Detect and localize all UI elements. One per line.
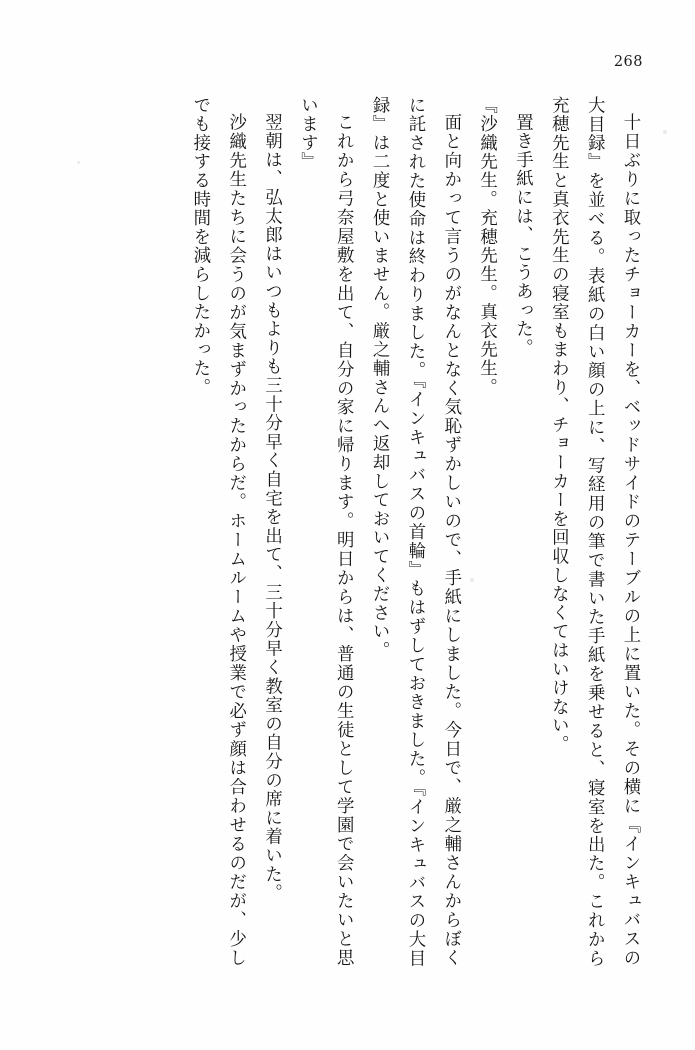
paper-speckle: [77, 161, 80, 164]
paper-speckle: [470, 578, 474, 582]
page-body-text: [58, 96, 647, 968]
paragraph: これから弓奈屋敷を出て、自分の家に帰ります。明日からは、普通の生徒として学園で会いたいと思います』: [297, 96, 354, 968]
paragraph: 沙織先生たちに会うのが気まずかったからだ。ホームルームや授業で必ず顔は合わせるのだが、少しでも接する時間を減らしたかった。: [189, 96, 246, 968]
paragraph: 十日ぶりに取ったチョーカーを、ベッドサイドのテーブルの上に置いた。その横に『インキュバスの大目録』を並べる。表紙の白い顔の上に、写経用の筆で書いた手紙を乗せると、寝室を出た。これから充穂先生と真衣先生の寝室もまわり、チョーカーを回収しなくてはいけない。: [548, 96, 640, 968]
paper-speckle: [663, 130, 667, 134]
page-number: 268: [613, 54, 643, 70]
paragraph: 翌朝は、弘太郎はいつもよりも三十分早く自宅を出て、三十分早く教室の自分の席に着いた。: [261, 113, 282, 903]
paragraph: 置き手紙には、こうあった。: [512, 113, 533, 358]
paragraph: 面と向かって言うのがなんとなく気恥ずかしいので、手紙にしました。今日で、厳之輔さんからぼくに託された使命は終わりました。『インキュバスの首輪』もはずしておきました。『インキュバスの大目録』は二度と使いません。厳之輔さんへ返却しておいてください。: [369, 96, 461, 968]
paragraph: 『沙織先生。充穂先生。真衣先生。: [476, 96, 497, 397]
